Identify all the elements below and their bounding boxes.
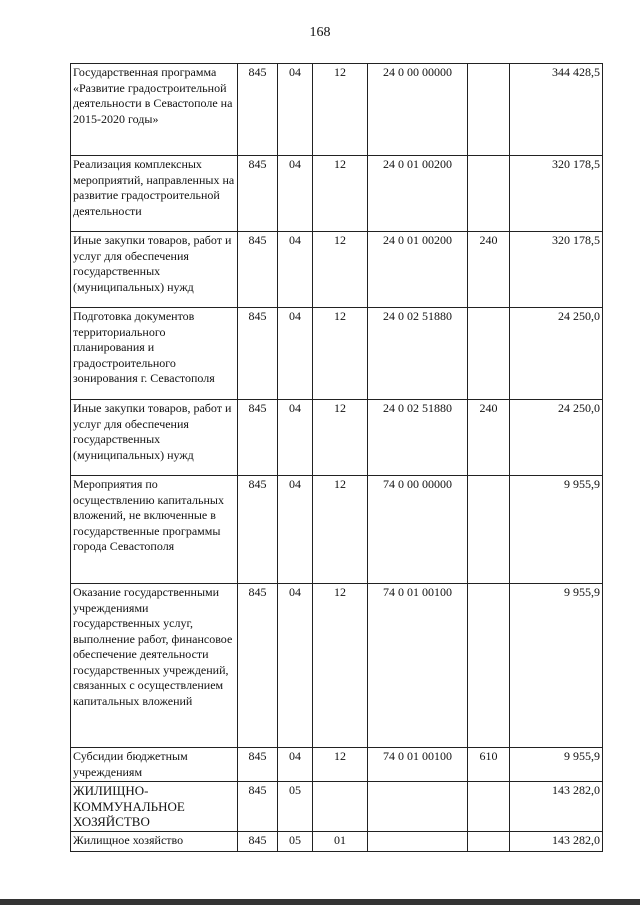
row-rz: 04 bbox=[278, 232, 313, 308]
row-grbs: 845 bbox=[238, 476, 278, 584]
table-row bbox=[71, 476, 603, 584]
row-rz: 04 bbox=[278, 156, 313, 232]
table-row bbox=[71, 400, 603, 476]
row-pr: 12 bbox=[313, 64, 368, 156]
row-pr: 12 bbox=[313, 156, 368, 232]
row-vr bbox=[468, 64, 510, 156]
row-sum: 320 178,5 bbox=[510, 156, 603, 232]
row-pr: 12 bbox=[313, 584, 368, 748]
row-grbs: 845 bbox=[238, 400, 278, 476]
row-csr: 24 0 01 00200 bbox=[368, 232, 468, 308]
row-vr bbox=[468, 831, 510, 851]
row-pr: 12 bbox=[313, 748, 368, 782]
row-rz: 04 bbox=[278, 400, 313, 476]
row-pr: 12 bbox=[313, 232, 368, 308]
row-vr bbox=[468, 476, 510, 584]
row-rz: 04 bbox=[278, 64, 313, 156]
row-name: Подготовка документов территориального планирования и градостроительного зонирования г. Севастополя bbox=[71, 308, 238, 400]
table-row bbox=[71, 156, 603, 232]
row-rz: 05 bbox=[278, 782, 313, 832]
row-grbs: 845 bbox=[238, 156, 278, 232]
row-rz: 04 bbox=[278, 476, 313, 584]
table-row bbox=[71, 584, 603, 748]
row-sum: 9 955,9 bbox=[510, 584, 603, 748]
row-csr: 24 0 02 51880 bbox=[368, 308, 468, 400]
row-grbs: 845 bbox=[238, 64, 278, 156]
row-sum: 9 955,9 bbox=[510, 748, 603, 782]
row-sum: 9 955,9 bbox=[510, 476, 603, 584]
row-vr: 240 bbox=[468, 232, 510, 308]
row-name: Иные закупки товаров, работ и услуг для обеспечения государственных (муниципальных) нужд bbox=[71, 232, 238, 308]
row-grbs: 845 bbox=[238, 748, 278, 782]
row-csr bbox=[368, 782, 468, 832]
row-grbs: 845 bbox=[238, 831, 278, 851]
row-csr: 74 0 01 00100 bbox=[368, 584, 468, 748]
row-csr: 24 0 02 51880 bbox=[368, 400, 468, 476]
row-csr bbox=[368, 831, 468, 851]
row-rz: 05 bbox=[278, 831, 313, 851]
row-vr: 610 bbox=[468, 748, 510, 782]
row-csr: 24 0 00 00000 bbox=[368, 64, 468, 156]
row-name: Жилищное хозяйство bbox=[71, 831, 238, 851]
row-grbs: 845 bbox=[238, 232, 278, 308]
row-vr bbox=[468, 308, 510, 400]
table-row bbox=[71, 308, 603, 400]
row-csr: 24 0 01 00200 bbox=[368, 156, 468, 232]
row-name: ЖИЛИЩНО-КОММУНАЛЬНОЕ ХОЗЯЙСТВО bbox=[71, 782, 238, 832]
row-pr bbox=[313, 782, 368, 832]
table-row bbox=[71, 831, 603, 851]
row-vr bbox=[468, 156, 510, 232]
row-vr bbox=[468, 782, 510, 832]
row-name: Мероприятия по осуществлению капитальных вложений, не включенные в государственные программы города Севастополя bbox=[71, 476, 238, 584]
table-row bbox=[71, 748, 603, 782]
row-name: Государственная программа «Развитие градостроительной деятельности в Севастополе на 2015-2020 годы» bbox=[71, 64, 238, 156]
budget-table bbox=[70, 63, 603, 852]
row-rz: 04 bbox=[278, 584, 313, 748]
row-name: Реализация комплексных мероприятий, направленных на развитие градостроительной деятельности bbox=[71, 156, 238, 232]
table-row bbox=[71, 782, 603, 832]
row-grbs: 845 bbox=[238, 584, 278, 748]
row-name: Оказание государственными учреждениями государственных услуг, выполнение работ, финансовое обеспечение деятельности государственных учреждений, связанных с осуществлением капитальных вложений bbox=[71, 584, 238, 748]
row-name: Иные закупки товаров, работ и услуг для обеспечения государственных (муниципальных) нужд bbox=[71, 400, 238, 476]
row-sum: 320 178,5 bbox=[510, 232, 603, 308]
row-sum: 143 282,0 bbox=[510, 782, 603, 832]
row-rz: 04 bbox=[278, 748, 313, 782]
row-pr: 12 bbox=[313, 400, 368, 476]
table-row bbox=[71, 232, 603, 308]
row-pr: 01 bbox=[313, 831, 368, 851]
row-pr: 12 bbox=[313, 476, 368, 584]
row-vr: 240 bbox=[468, 400, 510, 476]
row-name: Субсидии бюджетным учреждениям bbox=[71, 748, 238, 782]
row-grbs: 845 bbox=[238, 782, 278, 832]
row-pr: 12 bbox=[313, 308, 368, 400]
row-sum: 24 250,0 bbox=[510, 400, 603, 476]
row-vr bbox=[468, 584, 510, 748]
row-sum: 24 250,0 bbox=[510, 308, 603, 400]
page-number: 168 bbox=[309, 25, 331, 40]
row-sum: 344 428,5 bbox=[510, 64, 603, 156]
row-csr: 74 0 01 00100 bbox=[368, 748, 468, 782]
scan-edge bbox=[0, 899, 640, 905]
table-row bbox=[71, 64, 603, 156]
row-sum: 143 282,0 bbox=[510, 831, 603, 851]
row-rz: 04 bbox=[278, 308, 313, 400]
row-grbs: 845 bbox=[238, 308, 278, 400]
row-csr: 74 0 00 00000 bbox=[368, 476, 468, 584]
